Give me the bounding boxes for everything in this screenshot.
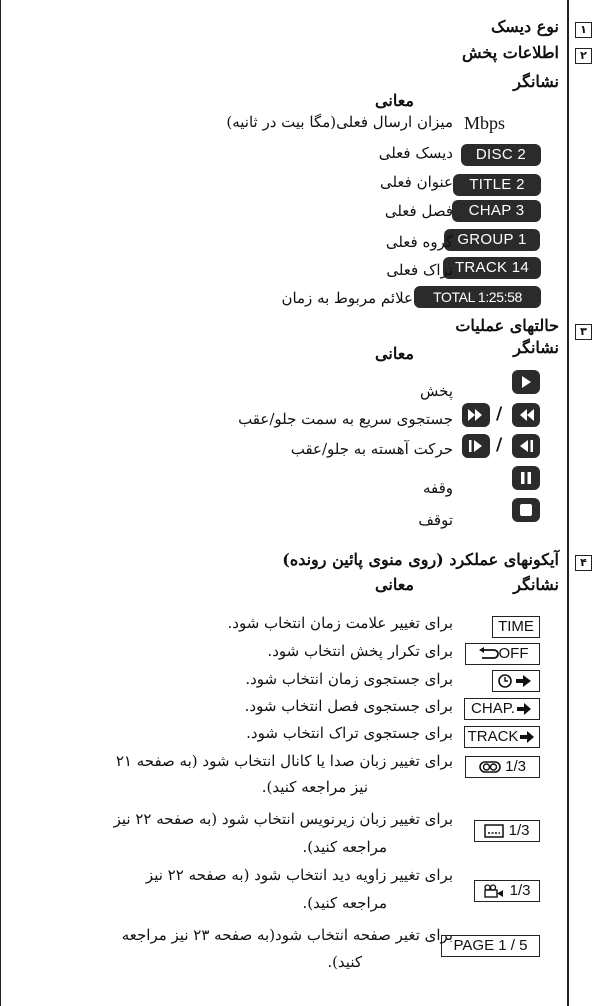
track-search-meaning: برای جستجوی تراک انتخاب شود.	[246, 724, 453, 742]
slow-forward-icon	[462, 434, 490, 458]
title-meaning: عنوان فعلی	[379, 173, 453, 191]
track-indicator: TRACK 14	[443, 257, 541, 279]
repeat-meaning: برای تکرار پخش انتخاب شود.	[267, 642, 453, 660]
page-meaning-line1: برای تغیر صفحه انتخاب شود(به صفحه ٢٣ نیز مراجعه	[121, 926, 453, 944]
right-frame-line	[567, 0, 569, 1006]
chapter-indicator: CHAP 3	[452, 200, 541, 222]
disc-meaning: دیسک فعلی	[378, 144, 453, 162]
slash-separator: /	[496, 435, 503, 455]
arrow-right-icon	[515, 702, 533, 716]
subtitle-icon	[484, 824, 504, 838]
stop-meaning: توقف	[418, 511, 453, 529]
page-meaning-line2: کنید).	[327, 953, 362, 971]
angle-meaning-line1: برای تغییر زاویه دید انتخاب شود (به صفحه ٢٢ نیز	[145, 866, 453, 884]
fast-forward-icon	[462, 403, 490, 427]
section-number-2: ٢	[575, 48, 592, 64]
group-meaning: گروه فعلی	[385, 233, 453, 251]
chapter-search-meaning: برای جستجوی فصل انتخاب شود.	[244, 697, 453, 715]
bitrate-meaning: میزان ارسال فعلی(مگا بیت در ثانیه)	[226, 113, 453, 131]
repeat-icon	[477, 647, 499, 661]
audio-meaning-line1: برای تغییر زبان صدا یا کانال انتخاب شود (به صفحه ٢١	[115, 752, 453, 770]
chapter-search-indicator: CHAP.	[464, 698, 540, 720]
section-number-1: ١	[575, 22, 592, 38]
fast-search-meaning: جستجوی سریع به سمت جلو/عقب	[238, 410, 453, 428]
track-search-indicator: TRACK	[464, 726, 540, 748]
column-header-indicator: نشانگر	[513, 72, 559, 91]
column-header-indicator: نشانگر	[513, 575, 559, 594]
track-meaning: تراک فعلی	[386, 261, 453, 279]
audio-icon	[479, 760, 501, 774]
time-select-meaning: برای تغییر علامت زمان انتخاب شود.	[227, 614, 453, 632]
slash-separator: /	[496, 404, 503, 424]
chapter-meaning: فصل فعلی	[384, 202, 453, 220]
section-title-playback-info: اطلاعات پخش	[462, 43, 559, 62]
section-number-3: ٣	[575, 324, 592, 340]
column-header-meaning: معانی	[375, 344, 414, 363]
title-indicator: TITLE 2	[453, 174, 541, 196]
slow-reverse-icon	[512, 434, 540, 458]
group-indicator: GROUP 1	[444, 229, 540, 251]
section-title-function-icons: آیکونهای عملکرد (روی منوی پائین رونده)	[282, 550, 559, 569]
bitrate-indicator: Mbps	[464, 113, 506, 133]
section-number-4: ۴	[575, 555, 592, 571]
time-search-meaning: برای جستجوی زمان انتخاب شود.	[245, 670, 453, 688]
section-title-operation-modes: حالتهای عملیات	[455, 316, 559, 335]
play-meaning: پخش	[420, 382, 453, 400]
audio-meaning-line2: نیز مراجعه کنید).	[261, 778, 368, 796]
repeat-indicator: OFF	[465, 643, 540, 665]
subtitle-indicator: 1/3	[474, 820, 540, 842]
arrow-right-icon	[518, 730, 536, 744]
camera-angle-icon	[483, 884, 505, 898]
pause-icon	[512, 466, 540, 490]
disc-indicator: DISC 2	[461, 144, 541, 166]
column-header-meaning: معانی	[375, 575, 414, 594]
time-indicator: TIME	[492, 616, 540, 638]
clock-arrow-icon	[496, 673, 536, 689]
angle-meaning-line2: مراجعه کنید).	[302, 894, 387, 912]
column-header-meaning: معانی	[375, 91, 414, 110]
left-frame-line	[0, 0, 1, 1006]
slow-motion-meaning: حرکت آهسته به جلو/عقب	[290, 440, 453, 458]
audio-indicator: 1/3	[465, 756, 540, 778]
section-title-disc-type: نوع دیسک	[490, 17, 559, 36]
page-indicator: PAGE 1 / 5	[441, 935, 540, 957]
fast-reverse-icon	[512, 403, 540, 427]
pause-meaning: وقفه	[422, 479, 453, 497]
subtitle-meaning-line1: برای تغییر زبان زیرنویس انتخاب شود (به صفحه ٢٢ نیز	[113, 810, 453, 828]
time-search-indicator	[492, 670, 540, 692]
total-time-indicator: TOTAL 1:25:58	[414, 286, 541, 308]
column-header-indicator: نشانگر	[513, 338, 559, 357]
angle-indicator: 1/3	[474, 880, 540, 902]
stop-icon	[512, 498, 540, 522]
play-icon	[512, 370, 540, 394]
subtitle-meaning-line2: مراجعه کنید).	[302, 838, 387, 856]
time-meaning: علائم مربوط به زمان	[281, 289, 413, 307]
